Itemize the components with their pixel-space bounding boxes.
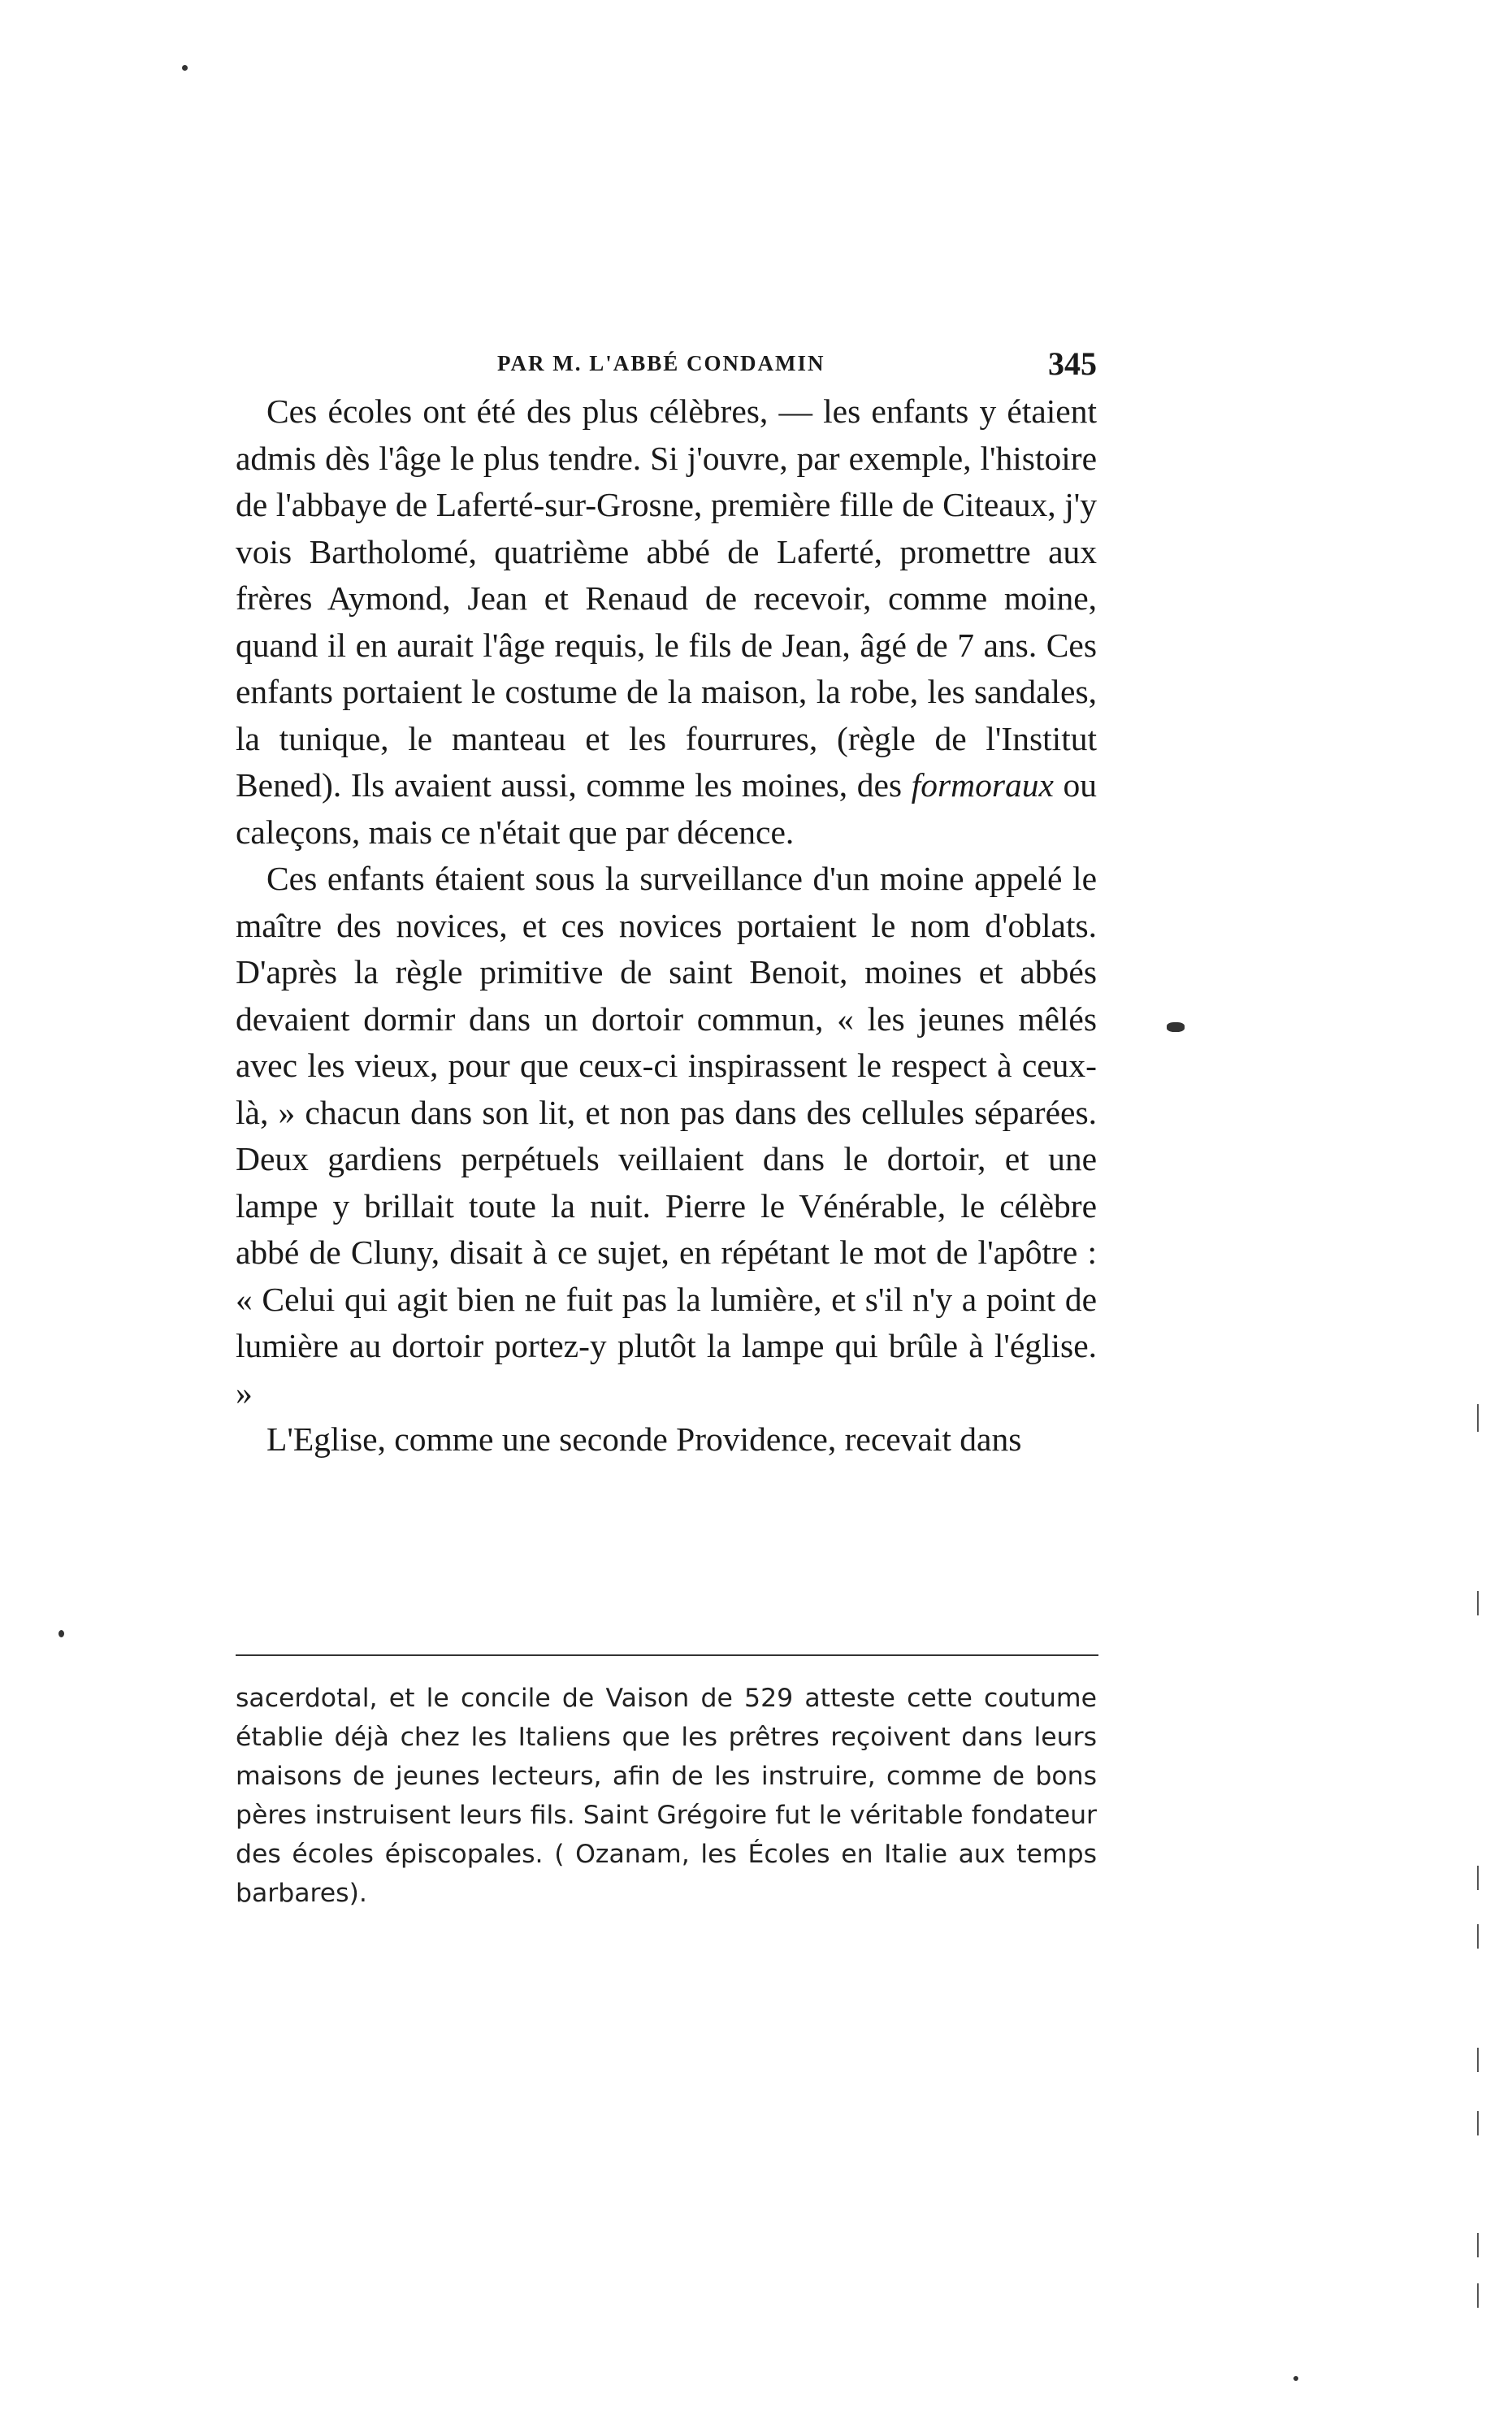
paragraph-3: L'Eglise, comme une seconde Providence, recevait dans bbox=[266, 1420, 1022, 1458]
scan-speck bbox=[58, 1630, 64, 1637]
italic-term: formoraux bbox=[911, 766, 1054, 804]
running-head bbox=[236, 345, 1111, 385]
scan-line bbox=[1477, 2048, 1479, 2072]
scan-speck bbox=[1293, 2376, 1298, 2381]
paragraph-1 bbox=[236, 388, 1097, 856]
page-number: 345 bbox=[1048, 345, 1097, 382]
scan-line bbox=[1477, 1591, 1479, 1615]
scan-line bbox=[1477, 1404, 1479, 1432]
scan-line bbox=[1477, 2283, 1479, 2308]
scan-line bbox=[1477, 1866, 1479, 1890]
scan-speck bbox=[1167, 1022, 1185, 1032]
footnote bbox=[236, 1679, 1097, 1913]
paragraph-1-end: ou caleçons, mais ce n'était que par décence. bbox=[236, 766, 1098, 851]
footnote-separator bbox=[236, 1654, 1098, 1656]
paragraph-1-text: Ces écoles ont été des plus célèbres, — les enfants y étaient admis dès l'âge le plus tendre. Si j'ouvre, par exemple, l'histoire de l'abbaye de Laferté-sur-Grosne, première fille de Citeaux, j'y vois Bartholomé, quatrième abbé de Laferté, promettre aux frères Aymond, Jean et Renaud de recevoir, comme moine, quand il en aurait l'âge requis, le fils de Jean, âgé de 7 ans. Ces enfants portaient le costume de la maison, la robe, les sandales, la tunique, le manteau et les fourrures, (règle de l'Institut Bened). Ils avaient aussi, comme les moines, des bbox=[236, 392, 1097, 804]
scan-line bbox=[1477, 2111, 1479, 2135]
scan-line bbox=[1477, 1924, 1479, 1949]
main-text bbox=[236, 388, 1097, 1463]
footnote-text: sacerdotal, et le concile de Vaison de 529 atteste cette coutume établie déjà chez les Italiens que les prêtres reçoivent dans leurs maisons de jeunes lecteurs, afin de les instruire, comme de bons pères instruisent leurs fils. Saint Grégoire fut le véritable fondateur des écoles épiscopales. ( Ozanam, les Écoles en Italie aux temps barbares). bbox=[236, 1684, 1097, 1908]
scan-line bbox=[1477, 2233, 1479, 2257]
running-title: PAR M. L'ABBÉ CONDAMIN bbox=[497, 351, 825, 375]
paragraph-2: Ces enfants étaient sous la surveillance d'un moine appelé le maître des novices, et ces novices portaient le nom d'oblats. D'après la règle primitive de saint Benoit, moines et abbés devaient dormir dans un dortoir commun, « les jeunes mêlés avec les vieux, pour que ceux-ci inspirassent le respect à ceux-là, » chacun dans son lit, et non pas dans des cellules séparées. Deux gardiens perpétuels veillaient dans le dortoir, et une lampe y brillait toute la nuit. Pierre le Vénérable, le célèbre abbé de Cluny, disait à ce sujet, en répétant le mot de l'apôtre : « Celui qui agit bien ne fuit pas la lumière, et s'il n'y a point de lumière au dortoir portez-y plutôt la lampe qui brûle à l'église. » bbox=[236, 860, 1097, 1411]
scan-speck bbox=[182, 65, 188, 71]
